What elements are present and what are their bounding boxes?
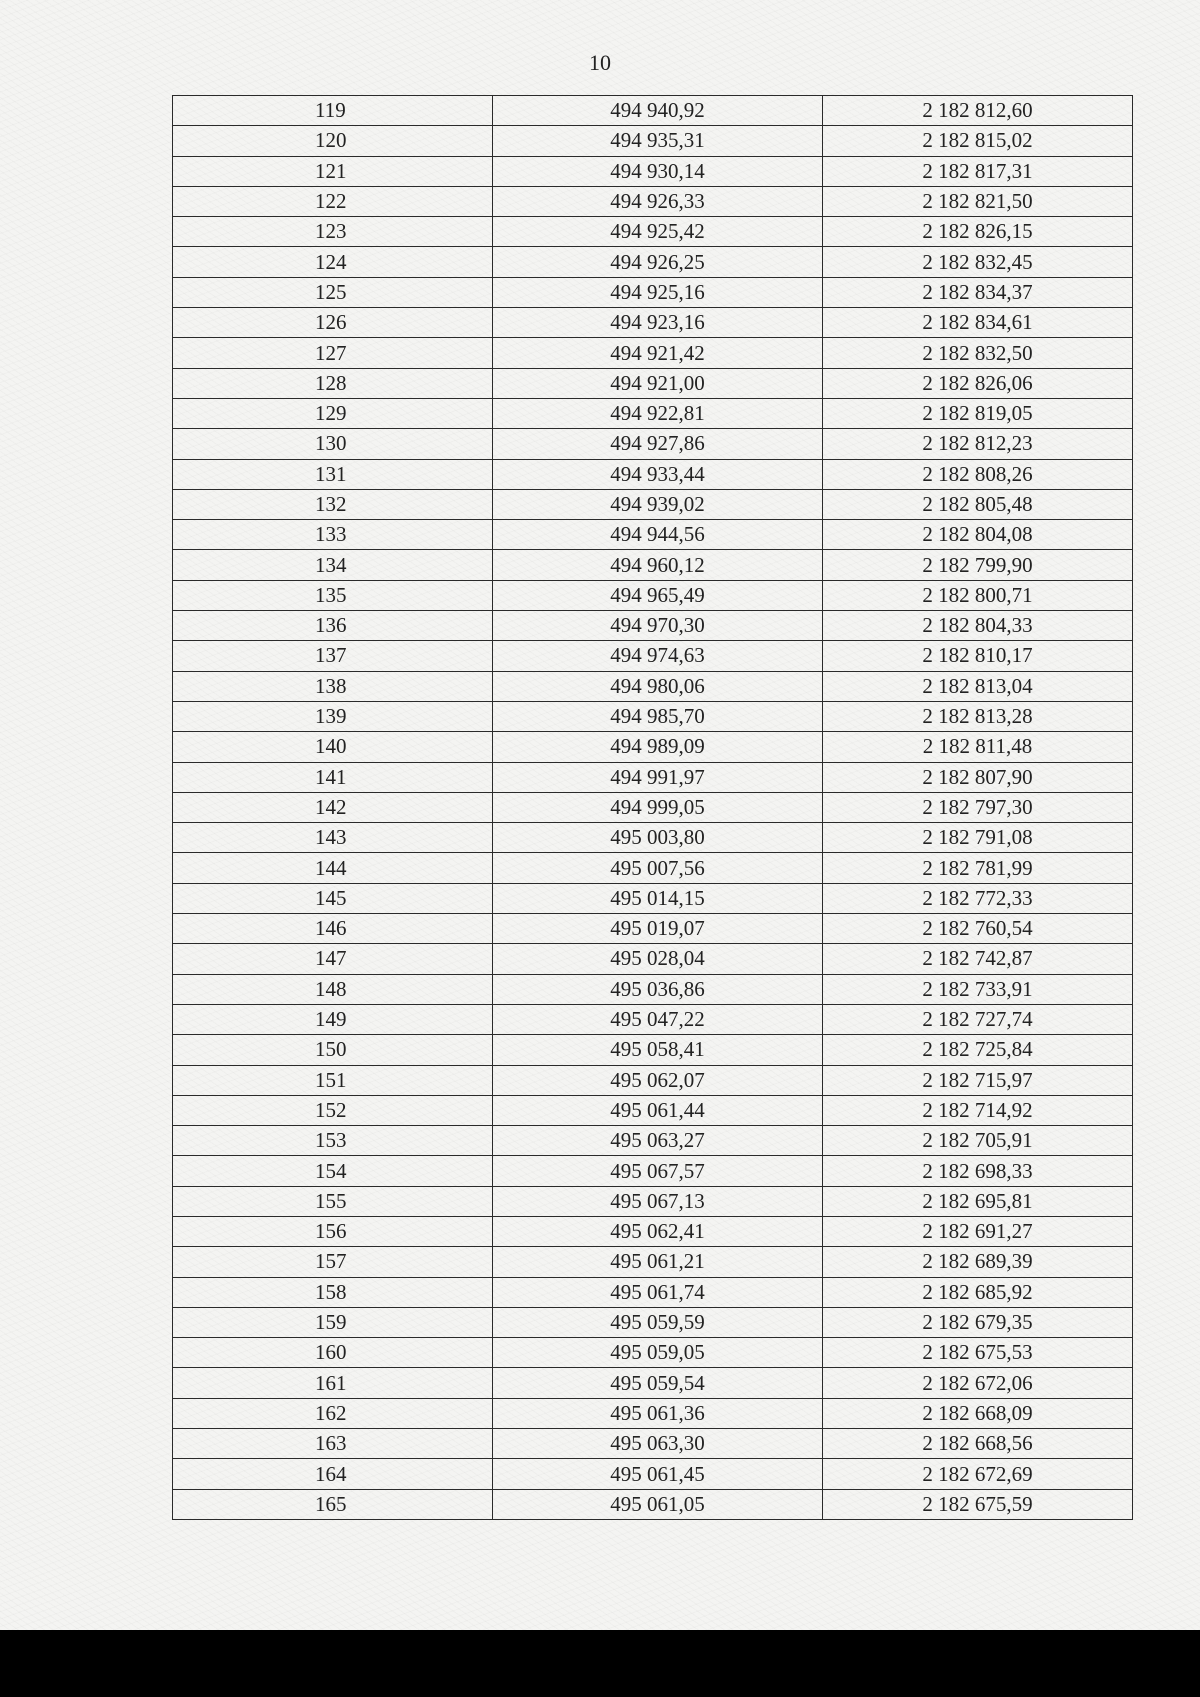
table-row: [173, 1095, 1133, 1125]
point-number-cell: 141: [173, 762, 493, 792]
x-coordinate-cell: 495 061,05: [493, 1489, 823, 1519]
point-number-cell: 147: [173, 944, 493, 974]
x-coordinate-cell: 495 061,44: [493, 1095, 823, 1125]
point-number-cell: 148: [173, 974, 493, 1004]
y-coordinate-cell: 2 182 742,87: [823, 944, 1133, 974]
table-row: [173, 1338, 1133, 1368]
table-row: [173, 1035, 1133, 1065]
point-number-cell: 128: [173, 368, 493, 398]
x-coordinate-cell: 495 061,36: [493, 1398, 823, 1428]
point-number-cell: 124: [173, 247, 493, 277]
point-number-cell: 150: [173, 1035, 493, 1065]
table-row: [173, 1459, 1133, 1489]
x-coordinate-cell: 494 939,02: [493, 489, 823, 519]
y-coordinate-cell: 2 182 781,99: [823, 853, 1133, 883]
y-coordinate-cell: 2 182 834,61: [823, 308, 1133, 338]
y-coordinate-cell: 2 182 821,50: [823, 186, 1133, 216]
y-coordinate-cell: 2 182 715,97: [823, 1065, 1133, 1095]
y-coordinate-cell: 2 182 819,05: [823, 398, 1133, 428]
x-coordinate-cell: 494 921,42: [493, 338, 823, 368]
table-row: [173, 338, 1133, 368]
y-coordinate-cell: 2 182 813,04: [823, 671, 1133, 701]
point-number-cell: 121: [173, 156, 493, 186]
point-number-cell: 160: [173, 1338, 493, 1368]
table-row: [173, 550, 1133, 580]
y-coordinate-cell: 2 182 791,08: [823, 823, 1133, 853]
table-row: [173, 459, 1133, 489]
table-row: [173, 126, 1133, 156]
x-coordinate-cell: 495 062,41: [493, 1216, 823, 1246]
point-number-cell: 161: [173, 1368, 493, 1398]
y-coordinate-cell: 2 182 691,27: [823, 1216, 1133, 1246]
x-coordinate-cell: 494 930,14: [493, 156, 823, 186]
point-number-cell: 122: [173, 186, 493, 216]
point-number-cell: 149: [173, 1004, 493, 1034]
point-number-cell: 156: [173, 1216, 493, 1246]
table-row: [173, 1186, 1133, 1216]
point-number-cell: 145: [173, 883, 493, 913]
scan-bottom-border: [0, 1630, 1200, 1697]
x-coordinate-cell: 495 062,07: [493, 1065, 823, 1095]
point-number-cell: 165: [173, 1489, 493, 1519]
point-number-cell: 162: [173, 1398, 493, 1428]
x-coordinate-cell: 494 974,63: [493, 641, 823, 671]
point-number-cell: 132: [173, 489, 493, 519]
y-coordinate-cell: 2 182 832,45: [823, 247, 1133, 277]
table-row: [173, 1489, 1133, 1519]
x-coordinate-cell: 494 922,81: [493, 398, 823, 428]
y-coordinate-cell: 2 182 675,59: [823, 1489, 1133, 1519]
coordinates-table: [172, 95, 1133, 1520]
y-coordinate-cell: 2 182 727,74: [823, 1004, 1133, 1034]
x-coordinate-cell: 494 991,97: [493, 762, 823, 792]
point-number-cell: 133: [173, 520, 493, 550]
x-coordinate-cell: 494 935,31: [493, 126, 823, 156]
x-coordinate-cell: 495 061,74: [493, 1277, 823, 1307]
x-coordinate-cell: 495 061,45: [493, 1459, 823, 1489]
table-row: [173, 398, 1133, 428]
table-row: [173, 156, 1133, 186]
point-number-cell: 136: [173, 611, 493, 641]
y-coordinate-cell: 2 182 698,33: [823, 1156, 1133, 1186]
y-coordinate-cell: 2 182 834,37: [823, 277, 1133, 307]
point-number-cell: 144: [173, 853, 493, 883]
coordinates-table-body: [173, 96, 1133, 1520]
table-row: [173, 853, 1133, 883]
y-coordinate-cell: 2 182 668,09: [823, 1398, 1133, 1428]
table-row: [173, 1065, 1133, 1095]
table-row: [173, 308, 1133, 338]
point-number-cell: 131: [173, 459, 493, 489]
x-coordinate-cell: 494 999,05: [493, 792, 823, 822]
x-coordinate-cell: 495 028,04: [493, 944, 823, 974]
y-coordinate-cell: 2 182 689,39: [823, 1247, 1133, 1277]
y-coordinate-cell: 2 182 807,90: [823, 762, 1133, 792]
table-row: [173, 974, 1133, 1004]
y-coordinate-cell: 2 182 725,84: [823, 1035, 1133, 1065]
table-row: [173, 247, 1133, 277]
table-row: [173, 732, 1133, 762]
point-number-cell: 153: [173, 1126, 493, 1156]
table-row: [173, 186, 1133, 216]
point-number-cell: 139: [173, 701, 493, 731]
table-row: [173, 944, 1133, 974]
x-coordinate-cell: 494 944,56: [493, 520, 823, 550]
x-coordinate-cell: 494 925,16: [493, 277, 823, 307]
table-row: [173, 611, 1133, 641]
y-coordinate-cell: 2 182 733,91: [823, 974, 1133, 1004]
point-number-cell: 138: [173, 671, 493, 701]
y-coordinate-cell: 2 182 826,15: [823, 217, 1133, 247]
table-row: [173, 277, 1133, 307]
table-row: [173, 823, 1133, 853]
point-number-cell: 123: [173, 217, 493, 247]
table-row: [173, 762, 1133, 792]
point-number-cell: 130: [173, 429, 493, 459]
table-row: [173, 641, 1133, 671]
x-coordinate-cell: 495 059,05: [493, 1338, 823, 1368]
point-number-cell: 159: [173, 1307, 493, 1337]
point-number-cell: 129: [173, 398, 493, 428]
table-row: [173, 1368, 1133, 1398]
y-coordinate-cell: 2 182 805,48: [823, 489, 1133, 519]
x-coordinate-cell: 495 059,54: [493, 1368, 823, 1398]
y-coordinate-cell: 2 182 815,02: [823, 126, 1133, 156]
point-number-cell: 125: [173, 277, 493, 307]
table-row: [173, 1307, 1133, 1337]
table-row: [173, 1126, 1133, 1156]
point-number-cell: 140: [173, 732, 493, 762]
table-row: [173, 701, 1133, 731]
x-coordinate-cell: 495 059,59: [493, 1307, 823, 1337]
x-coordinate-cell: 495 019,07: [493, 914, 823, 944]
point-number-cell: 127: [173, 338, 493, 368]
y-coordinate-cell: 2 182 808,26: [823, 459, 1133, 489]
x-coordinate-cell: 494 927,86: [493, 429, 823, 459]
x-coordinate-cell: 495 063,27: [493, 1126, 823, 1156]
y-coordinate-cell: 2 182 832,50: [823, 338, 1133, 368]
table-row: [173, 1277, 1133, 1307]
x-coordinate-cell: 494 965,49: [493, 580, 823, 610]
table-row: [173, 489, 1133, 519]
y-coordinate-cell: 2 182 812,23: [823, 429, 1133, 459]
point-number-cell: 146: [173, 914, 493, 944]
table-row: [173, 883, 1133, 913]
point-number-cell: 155: [173, 1186, 493, 1216]
x-coordinate-cell: 494 933,44: [493, 459, 823, 489]
x-coordinate-cell: 494 926,25: [493, 247, 823, 277]
y-coordinate-cell: 2 182 685,92: [823, 1277, 1133, 1307]
y-coordinate-cell: 2 182 672,06: [823, 1368, 1133, 1398]
x-coordinate-cell: 495 036,86: [493, 974, 823, 1004]
y-coordinate-cell: 2 182 817,31: [823, 156, 1133, 186]
x-coordinate-cell: 495 067,57: [493, 1156, 823, 1186]
point-number-cell: 119: [173, 96, 493, 126]
table-row: [173, 96, 1133, 126]
x-coordinate-cell: 495 067,13: [493, 1186, 823, 1216]
point-number-cell: 143: [173, 823, 493, 853]
point-number-cell: 163: [173, 1429, 493, 1459]
point-number-cell: 157: [173, 1247, 493, 1277]
point-number-cell: 154: [173, 1156, 493, 1186]
x-coordinate-cell: 494 921,00: [493, 368, 823, 398]
y-coordinate-cell: 2 182 804,08: [823, 520, 1133, 550]
point-number-cell: 120: [173, 126, 493, 156]
x-coordinate-cell: 494 985,70: [493, 701, 823, 731]
table-row: [173, 1247, 1133, 1277]
x-coordinate-cell: 494 925,42: [493, 217, 823, 247]
x-coordinate-cell: 494 980,06: [493, 671, 823, 701]
y-coordinate-cell: 2 182 800,71: [823, 580, 1133, 610]
y-coordinate-cell: 2 182 826,06: [823, 368, 1133, 398]
page-number: 10: [589, 50, 611, 75]
x-coordinate-cell: 494 940,92: [493, 96, 823, 126]
y-coordinate-cell: 2 182 811,48: [823, 732, 1133, 762]
table-row: [173, 429, 1133, 459]
point-number-cell: 134: [173, 550, 493, 580]
table-row: [173, 1398, 1133, 1428]
y-coordinate-cell: 2 182 810,17: [823, 641, 1133, 671]
x-coordinate-cell: 495 063,30: [493, 1429, 823, 1459]
x-coordinate-cell: 495 007,56: [493, 853, 823, 883]
y-coordinate-cell: 2 182 797,30: [823, 792, 1133, 822]
point-number-cell: 142: [173, 792, 493, 822]
table-row: [173, 1004, 1133, 1034]
x-coordinate-cell: 495 061,21: [493, 1247, 823, 1277]
table-row: [173, 520, 1133, 550]
point-number-cell: 164: [173, 1459, 493, 1489]
y-coordinate-cell: 2 182 668,56: [823, 1429, 1133, 1459]
y-coordinate-cell: 2 182 695,81: [823, 1186, 1133, 1216]
table-row: [173, 1429, 1133, 1459]
y-coordinate-cell: 2 182 672,69: [823, 1459, 1133, 1489]
table-row: [173, 1156, 1133, 1186]
x-coordinate-cell: 495 014,15: [493, 883, 823, 913]
table-row: [173, 1216, 1133, 1246]
table-row: [173, 217, 1133, 247]
x-coordinate-cell: 494 970,30: [493, 611, 823, 641]
y-coordinate-cell: 2 182 679,35: [823, 1307, 1133, 1337]
table-row: [173, 580, 1133, 610]
x-coordinate-cell: 495 047,22: [493, 1004, 823, 1034]
y-coordinate-cell: 2 182 813,28: [823, 701, 1133, 731]
table-row: [173, 368, 1133, 398]
table-row: [173, 914, 1133, 944]
x-coordinate-cell: 494 989,09: [493, 732, 823, 762]
table-row: [173, 792, 1133, 822]
point-number-cell: 126: [173, 308, 493, 338]
point-number-cell: 151: [173, 1065, 493, 1095]
y-coordinate-cell: 2 182 705,91: [823, 1126, 1133, 1156]
point-number-cell: 135: [173, 580, 493, 610]
point-number-cell: 152: [173, 1095, 493, 1125]
x-coordinate-cell: 495 003,80: [493, 823, 823, 853]
y-coordinate-cell: 2 182 804,33: [823, 611, 1133, 641]
y-coordinate-cell: 2 182 812,60: [823, 96, 1133, 126]
x-coordinate-cell: 495 058,41: [493, 1035, 823, 1065]
y-coordinate-cell: 2 182 714,92: [823, 1095, 1133, 1125]
y-coordinate-cell: 2 182 772,33: [823, 883, 1133, 913]
point-number-cell: 158: [173, 1277, 493, 1307]
x-coordinate-cell: 494 923,16: [493, 308, 823, 338]
point-number-cell: 137: [173, 641, 493, 671]
x-coordinate-cell: 494 926,33: [493, 186, 823, 216]
table-row: [173, 671, 1133, 701]
y-coordinate-cell: 2 182 675,53: [823, 1338, 1133, 1368]
x-coordinate-cell: 494 960,12: [493, 550, 823, 580]
y-coordinate-cell: 2 182 799,90: [823, 550, 1133, 580]
y-coordinate-cell: 2 182 760,54: [823, 914, 1133, 944]
